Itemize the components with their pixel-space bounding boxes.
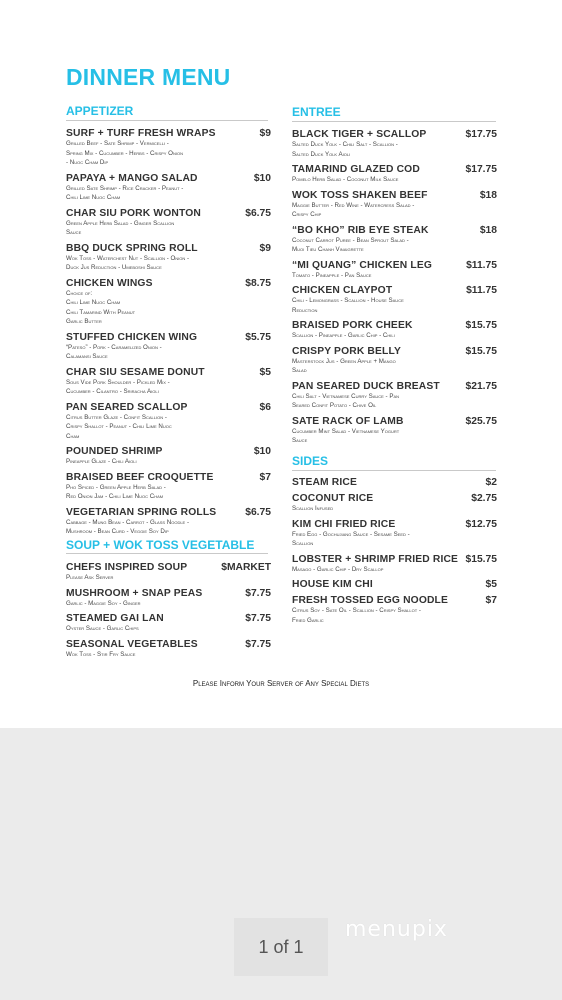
description-line: Sous Vide Pork Shoulder - Pickled Mix - (66, 378, 170, 386)
description-line: Green Apple Herb Salad - Ginger Scallion (66, 219, 175, 227)
menu-item-description (66, 518, 271, 537)
menu-item (66, 446, 271, 467)
menu-item (292, 493, 497, 514)
description-line: Grilled Beef - Sate Shrimp - Vermicelli - (66, 140, 169, 147)
menu-item-price: $7.75 (245, 587, 271, 599)
menu-item-price: $9 (259, 128, 271, 139)
menu-item-row (292, 554, 497, 565)
menu-item-price: $6 (259, 401, 271, 413)
menu-item-description (66, 254, 271, 273)
menu-item-row (292, 416, 497, 427)
menu-item-name: FRESH TOSSED EGG NOODLE (292, 595, 449, 606)
menu-item-row (292, 164, 497, 175)
menu-item (292, 519, 497, 549)
menu-item-row (66, 402, 271, 413)
menu-item (292, 164, 497, 185)
menu-item-name: LOBSTER + SHRIMP FRIED RICE (292, 553, 459, 565)
menu-item-name: BBQ DUCK SPRING ROLL (66, 242, 198, 254)
menu-item-price: $5 (259, 366, 271, 378)
description-line: Calamansi Sauce (66, 353, 108, 360)
menu-item-price: $2.75 (471, 493, 497, 504)
description-line: Wok Toss - Waterchest Nut - Scallion - Onion - (66, 254, 190, 262)
description-line: Coconut Carrot Puree - Bean Sprout Salad - (292, 236, 409, 244)
menu-item-name: BRAISED PORK CHEEK (292, 320, 413, 331)
description-line: Citrus Butter Glaze - Confit Scallion - (66, 413, 167, 421)
description-line: Masterstock Jus - Green Apple + Mango (292, 357, 396, 365)
description-line: Citrus Soy - Sate Oil - Scallion - Crispy Shallot - (292, 607, 421, 614)
menu-item-price: $10 (253, 446, 271, 457)
menu-item-description (292, 530, 497, 549)
description-line: Fried Egg - Gochujiang Sauce - Sesame Seed - (292, 530, 410, 538)
description-line: Masago - Garlic Chip - Dry Scallop (292, 565, 384, 573)
menu-item-row (66, 332, 271, 343)
description-line: Chili Lime Nuoc Cham (66, 194, 121, 201)
description-line: Tomato - Pineapple - Pan Sauce (292, 271, 372, 279)
description-line: Please Ask Server (66, 574, 114, 581)
description-line: Chili Salt - Vietnamese Curry Sauce - Pan (292, 392, 400, 400)
menu-item-name: STUFFED CHICKEN WING (66, 331, 198, 343)
menu-item (66, 128, 271, 168)
menu-item-row (66, 208, 271, 219)
menupix-watermark: menupix (345, 917, 448, 942)
entree-list (292, 129, 497, 451)
menu-item-name: HOUSE KIM CHI (292, 579, 373, 590)
menu-item-description (292, 331, 497, 341)
menu-item-price: $5 (485, 579, 497, 590)
menu-item-description (66, 573, 271, 583)
menu-item-description (292, 357, 497, 376)
menu-item (66, 367, 271, 397)
sides-list (292, 477, 497, 630)
menu-item-price: $6.75 (245, 506, 271, 518)
menu-item (66, 472, 271, 502)
menu-item-name: KIM CHI FRIED RICE (292, 518, 396, 530)
menu-item-description (66, 483, 271, 502)
description-line: Chili Tamarind With Peanut (66, 308, 136, 316)
sides-divider (292, 470, 496, 471)
menu-item (66, 173, 271, 203)
menu-item (292, 595, 497, 625)
description-line: Oyster Sauce - Garlic Chips (66, 625, 139, 632)
menu-item-name: CHEFS INSPIRED SOUP (66, 562, 188, 573)
menu-item (66, 562, 271, 583)
menu-item-name: STEAM RICE (292, 477, 358, 488)
appetizer-heading: APPETIZER (66, 104, 134, 118)
menu-item-row (292, 519, 497, 530)
special-diets-notice: Please Inform Your Server of Any Special Diets (192, 679, 370, 688)
menu-item-row (66, 472, 271, 483)
description-line: Red Onion Jam - Chili Lime Nuoc Cham (66, 493, 164, 500)
description-line: Choice of: (66, 289, 93, 297)
menu-item-price: $21.75 (465, 380, 497, 392)
menu-item-row (292, 260, 497, 271)
menu-item (66, 613, 271, 634)
menu-item-name: SURF + TURF FRESH WRAPS (66, 128, 216, 139)
appetizer-list (66, 128, 271, 542)
menu-item-price: $11.75 (466, 285, 497, 296)
menu-item-row (66, 446, 271, 457)
menu-item-row (66, 562, 271, 573)
menu-item-price: $15.75 (465, 553, 497, 565)
menu-item-name: CRISPY PORK BELLY (292, 345, 401, 357)
description-line: Crispy Chip (292, 211, 322, 218)
soup-divider (66, 553, 268, 554)
menu-item (66, 208, 271, 238)
menu-item-row (66, 639, 271, 650)
menu-item-price: $MARKET (221, 562, 271, 573)
menu-item-name: PAN SEARED DUCK BREAST (292, 380, 440, 392)
menu-item (292, 320, 497, 341)
description-line: Seared Confit Potato - Chive Oil (292, 402, 377, 409)
menu-item (292, 579, 497, 590)
menu-item-description (66, 599, 271, 609)
menu-item (292, 225, 497, 255)
page-title: DINNER MENU (66, 64, 231, 90)
menu-item-description (292, 296, 497, 315)
menu-item (292, 285, 497, 315)
menu-item-row (66, 588, 271, 599)
menu-item-row (292, 225, 497, 236)
description-line: Grilled Sate Shrimp - Rice Cracker - Peanut - (66, 184, 184, 192)
menu-item-description (292, 236, 497, 255)
menu-item-name: MUSHROOM + SNAP PEAS (66, 587, 203, 599)
menu-item-row (292, 346, 497, 357)
description-line: Cucumber Mint Salad - Vietnamese Yogurt (292, 427, 400, 435)
sides-heading: SIDES (292, 454, 329, 468)
menu-item (292, 381, 497, 411)
menu-item-row (66, 243, 271, 254)
menu-item-row (292, 320, 497, 331)
menu-item-name: CHAR SIU SESAME DONUT (66, 366, 205, 378)
description-line: Scallion Infused (292, 505, 334, 512)
description-line: Salted Duck Yolk Aioli (292, 150, 351, 158)
menu-item-row (66, 613, 271, 624)
menu-item-price: $7 (259, 471, 271, 483)
menu-item-name: BRAISED BEEF CROQUETTE (66, 471, 214, 483)
menu-item-price: $5.75 (245, 331, 271, 343)
menu-item-price: $2 (485, 477, 497, 488)
description-line: Scallion (292, 540, 314, 547)
description-line: Pineapple Glaze - Chili Aioli (66, 458, 137, 465)
menu-item-row (292, 190, 497, 201)
menu-item-row (66, 367, 271, 378)
menu-item-row (66, 278, 271, 289)
description-line: Duck Jus Reduction - Umeboshi Sauce (66, 264, 162, 271)
menu-item-description (66, 457, 271, 467)
menu-item-name: SATE RACK OF LAMB (292, 415, 404, 427)
menu-item-description (292, 504, 497, 514)
description-line: Sauce (292, 437, 308, 444)
menu-item-price: $10 (253, 172, 271, 184)
menu-item-price: $7.75 (245, 638, 271, 650)
menu-item-name: PAN SEARED SCALLOP (66, 401, 188, 413)
page-indicator: 1 of 1 (234, 918, 328, 976)
menu-item-price: $9 (259, 242, 271, 254)
menu-item-description (66, 184, 271, 203)
menu-item-description (292, 140, 497, 159)
menu-item-row (292, 477, 497, 488)
menu-item-description (66, 219, 271, 238)
menu-item-description (292, 392, 497, 411)
description-line: Scallion - Pineapple - Garlic Chip - Chili (292, 332, 395, 339)
menu-item-price: $18 (479, 224, 497, 236)
menu-item-row (292, 129, 497, 140)
menu-item-price: $12.75 (465, 518, 497, 530)
menu-item-description (66, 378, 271, 397)
menu-item-name: CHICKEN WINGS (66, 277, 153, 289)
description-line: Spring Mix - Cucumber - Herbs - Crispy Onion (66, 149, 183, 157)
menu-item-description (66, 289, 271, 327)
appetizer-divider (66, 120, 268, 121)
description-line: Crispy Shallot - Peanut - Chili Lime Nuoc (66, 423, 172, 430)
menu-item-price: $17.75 (465, 129, 497, 140)
soup-heading: SOUP + WOK TOSS VEGETABLE (66, 538, 255, 552)
menu-item-row (66, 173, 271, 184)
menu-item (66, 278, 271, 327)
description-line: Muoi Tieu Chanh Vinaigrette (292, 246, 364, 253)
menu-item-row (66, 507, 271, 518)
description-line: Maggie Butter - Red Wine - Watercress Salad - (292, 201, 415, 209)
description-line: Chili - Lemongrass - Scallion - House Sauce (292, 297, 404, 304)
menu-item (66, 588, 271, 609)
menu-item-description (66, 413, 271, 442)
menu-item (66, 402, 271, 442)
menu-item-description (66, 624, 271, 634)
menu-item-price: $7 (485, 595, 497, 606)
description-line: - Nuoc Cham Dip (66, 159, 109, 166)
menu-item-description (66, 650, 271, 660)
menu-item-name: CHAR SIU PORK WONTON (66, 207, 201, 219)
menu-item-description (66, 343, 271, 362)
menu-item-price: $15.75 (465, 320, 497, 331)
menu-item-description (292, 606, 497, 625)
description-line: Cucumber - Cilantro - Sriracha Aioli (66, 388, 159, 395)
menu-item-price: $6.75 (245, 207, 271, 219)
menu-item (292, 346, 497, 376)
menu-item (292, 416, 497, 446)
menu-item-row (292, 595, 497, 606)
description-line: Chili Lime Nuoc Cham (66, 299, 121, 306)
menu-item-price: $25.75 (465, 415, 497, 427)
menu-item-price: $7.75 (245, 613, 271, 624)
menu-item-price: $18 (479, 189, 497, 201)
menu-item (292, 129, 497, 159)
menu-item-price: $15.75 (465, 345, 497, 357)
entree-divider (292, 121, 496, 122)
menu-item (292, 190, 497, 220)
menu-item-name: PAPAYA + MANGO SALAD (66, 172, 198, 184)
description-line: Reduction (292, 306, 318, 314)
description-line: Sauce (66, 229, 82, 236)
menu-item-name: “MI QUANG” CHICKEN LEG (292, 259, 433, 271)
description-line: “Pateso” - Pork - Caramelized Onion - (66, 343, 162, 351)
description-line: Cham (66, 432, 80, 440)
description-line: Pomelo Herb Salad - Coconut Milk Sauce (292, 176, 399, 183)
menu-item (66, 507, 271, 537)
menu-item-row (292, 579, 497, 590)
menu-item-name: TAMARIND GLAZED COD (292, 164, 420, 175)
menu-item (66, 332, 271, 362)
menu-item-price: $17.75 (465, 164, 497, 175)
description-line: Pho Spiced - Green Apple Herb Salad - (66, 483, 166, 491)
menu-item-description (292, 565, 497, 575)
description-line: Wok Toss - Stir Fry Sauce (66, 650, 136, 658)
menu-item (66, 243, 271, 273)
menu-item (292, 477, 497, 488)
menu-item-name: CHICKEN CLAYPOT (292, 285, 393, 296)
menu-item-name: STEAMED GAI LAN (66, 613, 164, 624)
description-line: Salad (292, 367, 307, 374)
menu-item-name: COCONUT RICE (292, 493, 374, 504)
menu-item-description (292, 271, 497, 281)
menu-item (66, 639, 271, 660)
description-line: Garlic Butter (66, 318, 102, 325)
description-line: Garlic - Maggie Soy - Ginger (66, 599, 141, 607)
menu-item-name: POUNDED SHRIMP (66, 446, 163, 457)
menu-item-row (66, 128, 271, 139)
menu-item-price: $11.75 (466, 259, 497, 271)
menu-item-name: “BO KHO” RIB EYE STEAK (292, 224, 429, 236)
menu-item-name: BLACK TIGER + SCALLOP (292, 129, 427, 140)
menu-item-description (66, 139, 271, 168)
description-line: Salted Duck Yolk - Chili Salt - Scallion - (292, 141, 398, 148)
menu-item-row (292, 493, 497, 504)
description-line: Fried Garlic (292, 616, 324, 624)
description-line: Mushroom - Bean Curd - Veggie Soy Dip (66, 528, 169, 535)
menu-item-description (292, 427, 497, 446)
menu-item-name: WOK TOSS SHAKEN BEEF (292, 189, 428, 201)
soup-list (66, 562, 271, 664)
menu-item-description (292, 175, 497, 185)
menu-item (292, 260, 497, 281)
description-line: Cabbage - Mung Bean - Carrot - Glass Noodle - (66, 518, 190, 526)
menu-item-name: SEASONAL VEGETABLES (66, 638, 198, 650)
menu-item-name: VEGETARIAN SPRING ROLLS (66, 506, 217, 518)
entree-heading: ENTREE (292, 105, 341, 119)
menu-item-row (292, 285, 497, 296)
menu-item (292, 554, 497, 575)
menu-item-description (292, 201, 497, 220)
menu-item-price: $8.75 (245, 277, 271, 289)
menu-item-row (292, 381, 497, 392)
